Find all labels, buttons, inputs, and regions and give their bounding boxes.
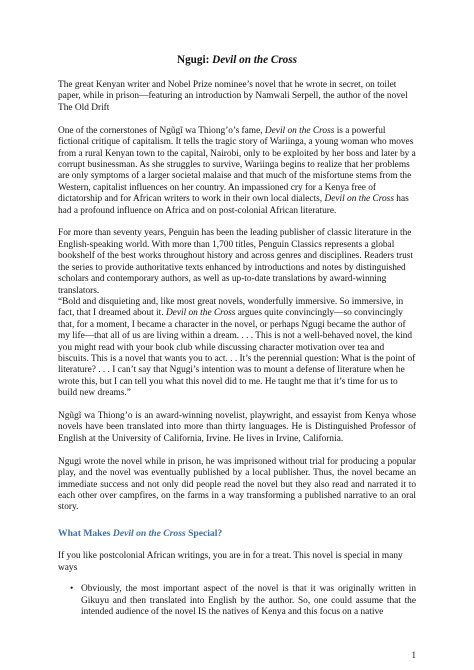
bullet-text: Obviously, the most important aspect of the novel is that it was originally written in Gikuyu and then translated into English by the author. So, one could assume that the intended audience of the novel IS the natives of Kenya and this focus on a native — [81, 584, 416, 617]
review-quote — [58, 297, 416, 400]
synopsis-paragraph — [58, 126, 416, 217]
author-bio-paragraph: Ngũgĩ wa Thiong’o is an award-winning novelist, playwright, and essayist from Kenya whose novels have been translated into more than thirty languages. He is Distinguished Professor of English at the University of California, Irvine. He lives in Irvine, California. — [58, 411, 416, 444]
synopsis-text-b: is a powerful fictional critique of capitalism. It tells the tragic story of Wariinga, a young woman who moves from a rural Kenyan town to the capital, Nairobi, only to be exploited by her boss and later by a corrupt businessman. As she struggles to survive, Wariinga begins to realize that her problems are only symptoms of a larger societal malaise and that much of the misfortune stems from the Western, capitalist influences on her country. An impassioned cry for a Kenya free of dictatorship and for African writers to work in their own local dialects, — [58, 125, 416, 205]
penguin-paragraph: For more than seventy years, Penguin has been the leading publisher of classic literature in the English-speaking world. With more than 1,700 titles, Penguin Classics represents a global bookshelf of the best works throughout history and across genres and disciplines. Readers trust the series to provide authoritative texts enhanced by introductions and notes by distinguished scholars and contemporary authors, as well as up-to-date translations by award-winning translators. — [58, 228, 413, 296]
title-book-name: Devil on the Cross — [212, 54, 297, 66]
page-number: 1 — [411, 650, 416, 660]
prison-paragraph: Ngugi wrote the novel while in prison, he was imprisoned without trial for producing a popular play, and the novel was eventually published by a local publisher. Thus, the novel became an immediate success and not only did people read the novel but they also read and narrated it to each other over campfires, on the farms in a way transforming a published narrative to an oral story. — [58, 456, 416, 513]
heading-text-a: What Makes — [58, 527, 113, 539]
list-item — [58, 584, 416, 618]
title-prefix: Ngugi: — [177, 54, 213, 66]
synopsis-book-name-2: Devil on the Cross — [324, 194, 394, 205]
quote-book-name: Devil on the Cross — [165, 308, 236, 319]
document-title — [58, 53, 416, 67]
synopsis-book-name: Devil on the Cross — [264, 125, 335, 136]
subtitle-paragraph: The great Kenyan writer and Nobel Prize nominee’s novel that he wrote in secret, on toilet paper, while in prison—featuring an introduction by Namwali Serpell, the author of the novel The Old Drift — [58, 80, 408, 113]
heading-text-b: Special? — [185, 527, 223, 539]
bullet-icon: • — [70, 584, 74, 595]
heading-book-name: Devil on the Cross — [112, 527, 186, 539]
intro-paragraph: If you like postcolonial African writings, you are in for a treat. This novel is special in many ways — [58, 551, 403, 573]
quote-text-b: argues quite convincingly—so convincingly that, for a moment, I became a character in the novel, or perhaps Ngugi became the author of my life—that all of us are living within a dream. . . . This is not a well-behaved novel, the kind you might read with your book club while discussing character motivation over tea and biscuits. This is a novel that wants you to act. . . It’s the perennial question: What is the point of literature? . . . I can’t say that Ngugi’s intention was to mount a defense of literature when he wrote this, but I can tell you what this novel did to me. He taught me that it’s time for us to build new dreams.” — [58, 308, 416, 399]
quote-text-a: “Bold and disquieting and, like most great novels, wonderfully immersive. So immersive, in fact, that I dreamed about it. — [58, 296, 404, 319]
section-heading — [58, 528, 416, 540]
synopsis-text-c: has had a profound influence on Africa and on post-colonial African literature. — [58, 194, 409, 216]
bullet-list — [58, 584, 416, 618]
synopsis-text-a: One of the cornerstones of Ngũgĩ wa Thiong’o’s fame, — [58, 125, 265, 136]
